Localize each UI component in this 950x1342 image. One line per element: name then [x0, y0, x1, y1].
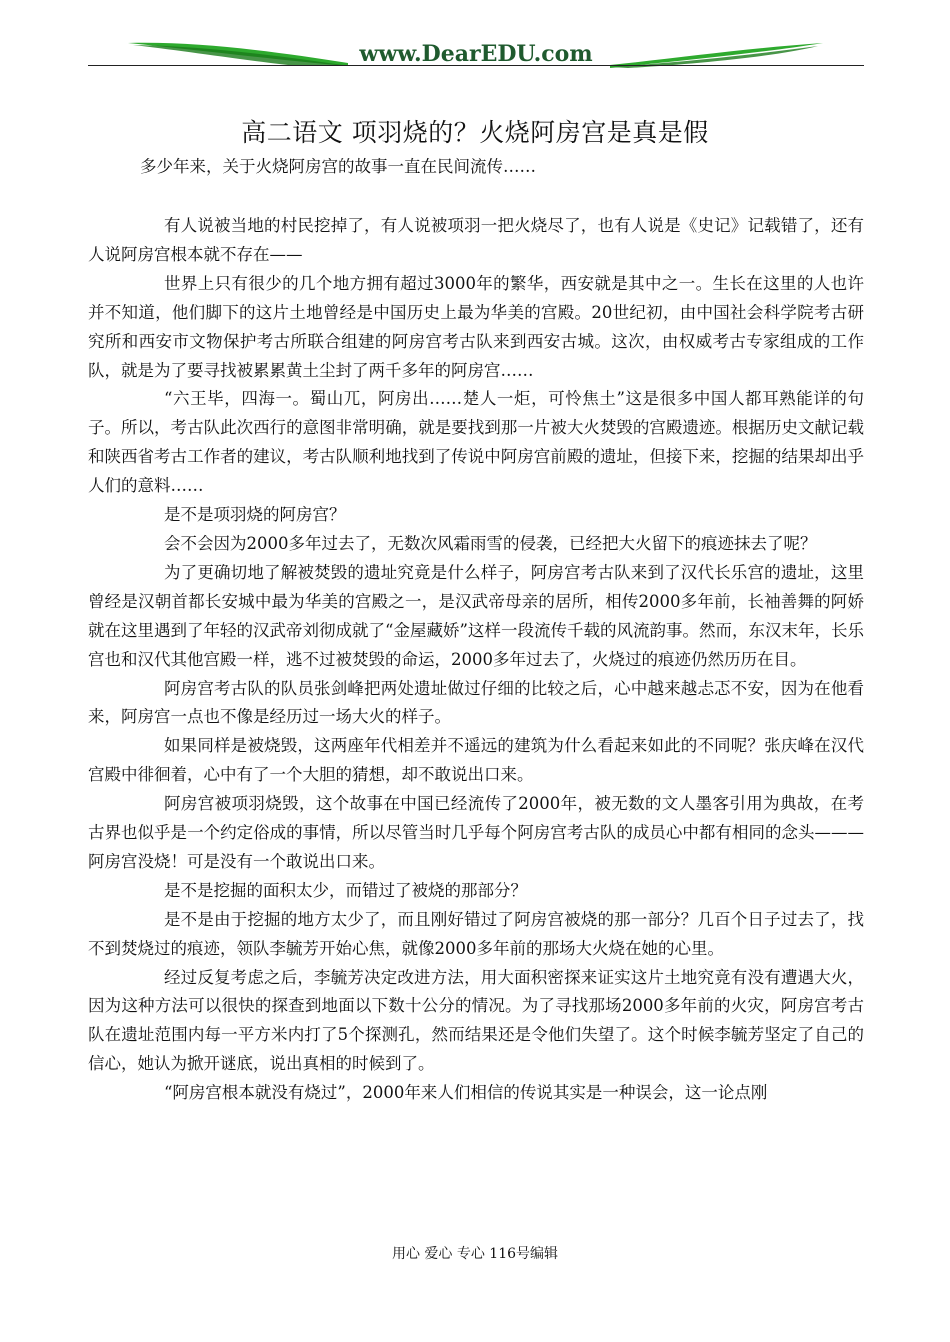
paragraph: 是不是由于挖掘的地方太少了，而且刚好错过了阿房宫被烧的那一部分？几百个日子过去了，找不到焚烧过的痕迹，领队李毓芳开始心焦，就像2000多年前的那场大火烧在她的心里。 [88, 909, 864, 958]
logo-text: www.DearEDU.com [359, 41, 593, 67]
paragraph: 是不是挖掘的面积太少，而错过了被烧的那部分？ [164, 880, 527, 900]
header-divider [88, 65, 864, 66]
paragraph: 有人说被当地的村民挖掉了，有人说被项羽一把火烧尽了，也有人说是《史记》记载错了，还有人说阿房宫根本就不存在—— [88, 216, 864, 264]
paragraph: “阿房宫根本就没有烧过”，2000年来人们相信的传说其实是一种误会，这一论点刚 [164, 1083, 768, 1103]
paragraph: 是不是项羽烧的阿房宫？ [164, 505, 346, 525]
paragraph: 会不会因为2000多年过去了，无数次风霜雨雪的侵袭，已经把大火留下的痕迹抹去了呢？ [164, 533, 817, 553]
left-swoosh-shadow [133, 45, 350, 66]
paragraph: 经过反复考虑之后，李毓芳决定改进方法，用大面积密探来证实这片土地究竟有没有遭遇大火，因为这种方法可以很快的探查到地面以下数十公分的情况。为了寻找那场2000多年前的火灾，阿房宫考古队在遗址范围内每一平方米内打了5个探测孔，然而结果还是令他们失望了。这个时候李毓芳坚定了自己的信心，她认为掀开谜底，说出真相的时候到了。 [88, 967, 864, 1074]
article-body [88, 212, 864, 1108]
paragraph: “六王毕，四海一。蜀山兀，阿房出……楚人一炬，可怜焦土”这是很多中国人都耳熟能详的句子。所以，考古队此次西行的意图非常明确，就是要找到那一片被大火焚毁的宫殿遗迹。根据历史文献记载和陕西省考古工作者的建议，考古队顺利地找到了传说中阿房宫前殿的遗址，但接下来，挖掘的结果却出乎人们的意料…… [88, 389, 864, 496]
intro-line: 多少年来，关于火烧阿房宫的故事一直在民间流传…… [140, 157, 536, 176]
page-footer: 用心 爱心 专心 116号编辑 [391, 1246, 559, 1262]
paragraph: 世界上只有很少的几个地方拥有超过3000年的繁华，西安就是其中之一。生长在这里的人也许并不知道，他们脚下的这片土地曾经是中国历史上最为华美的宫殿。20世纪初，由中国社会科学院考古研究所和西安市文物保护考古所联合组建的阿房宫考古队来到西安古城。这次，由权威考古专家组成的工作队，就是为了要寻找被累累黄土尘封了两千多年的阿房宫…… [88, 273, 864, 380]
header-swoosh-graphic [88, 30, 864, 70]
paragraph: 如果同样是被烧毁，这两座年代相差并不遥远的建筑为什么看起来如此的不同呢？张庆峰在汉代宫殿中徘徊着，心中有了一个大胆的猜想，却不敢说出口来。 [88, 736, 864, 785]
document-title: 高二语文 项羽烧的？火烧阿房宫是真是假 [241, 118, 709, 147]
paragraph: 阿房宫考古队的队员张剑峰把两处遗址做过仔细的比较之后，心中越来越忐忑不安，因为在他看来，阿房宫一点也不像是经历过一场大火的样子。 [88, 678, 864, 727]
paragraph: 阿房宫被项羽烧毁，这个故事在中国已经流传了2000年，被无数的文人墨客引用为典故，在考古界也似乎是一个约定俗成的事情，所以尽管当时几乎每个阿房宫考古队的成员心中都有相同的念头———阿房宫没烧！可是没有一个敢说出口来。 [88, 794, 864, 871]
paragraph: 为了更确切地了解被焚毁的遗址究竟是什么样子，阿房宫考古队来到了汉代长乐宫的遗址，这里曾经是汉朝首都长安城中最为华美的宫殿之一，是汉武帝母亲的居所，相传2000多年前，长袖善舞的阿娇就在这里遇到了年轻的汉武帝刘彻成就了“金屋藏娇”这样一段流传千载的风流韵事。然而，东汉末年，长乐宫也和汉代其他宫殿一样，逃不过被焚毁的命运，2000多年过去了，火烧过的痕迹仍然历历在目。 [88, 562, 864, 669]
site-header-logo [88, 30, 864, 70]
